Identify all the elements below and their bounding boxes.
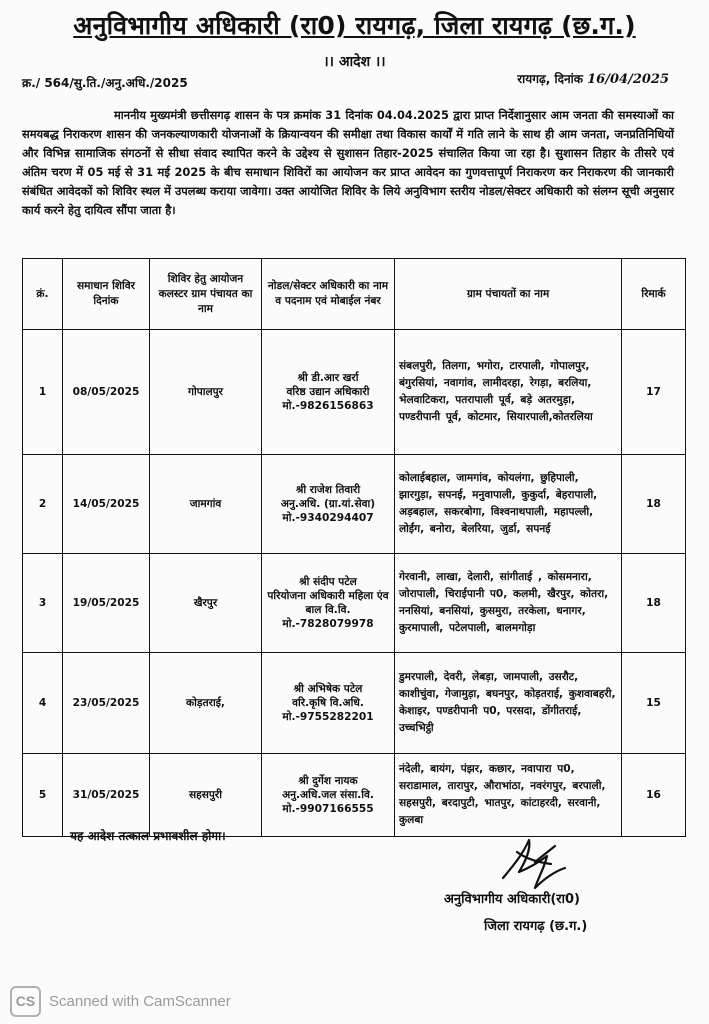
camp-schedule-table	[22, 258, 686, 837]
table-header-row	[23, 259, 686, 330]
table-row	[23, 754, 686, 837]
officer-name: श्री डी.आर खर्रा	[297, 372, 359, 384]
cell-panchayats: संबलपुरी, तिलगा, भगोरा, टारपाली, गोपालपुर, बंगुरसियां, नवागांव, लामीदरहा, रेगड़ा, बरलिया, भेलवाटिकरा, पतरापाली पूर्व, बड़े अतरमुड़ा, पण्डरीपानी पूर्व, कोटमार, सियारपाली,कोतरलिया	[395, 330, 622, 455]
camscanner-logo-icon: CS	[10, 986, 41, 1017]
camscanner-watermark	[10, 986, 231, 1017]
cell-serial: 3	[23, 554, 63, 653]
cell-date: 23/05/2025	[63, 653, 150, 754]
officer-mobile: मो.-9340294407	[282, 512, 374, 524]
officer-post: परियोजना अधिकारी महिला एंव बाल वि.वि.	[267, 590, 389, 616]
header-serial: क्रं.	[23, 259, 63, 330]
cell-remark: 18	[622, 554, 686, 653]
header-remark: रिमार्क	[622, 259, 686, 330]
cell-cluster: कोड़तराई,	[150, 653, 262, 754]
cell-serial: 4	[23, 653, 63, 754]
date-prefix: रायगढ़, दिनांक	[517, 72, 583, 86]
officer-post: वरि.कृषि वि.अधि.	[292, 697, 364, 709]
cell-cluster: खैरपुर	[150, 554, 262, 653]
cell-officer	[262, 754, 395, 837]
table-row	[23, 330, 686, 455]
table-row	[23, 653, 686, 754]
table-row	[23, 455, 686, 554]
header-officer: नोडल/सेक्टर अधिकारी का नाम व पदनाम एवं मोबाईल नंबर	[262, 259, 395, 330]
cell-date: 14/05/2025	[63, 455, 150, 554]
header-cluster: शिविर हेतु आयोजन कलस्टर ग्राम पंचायत का नाम	[150, 259, 262, 330]
officer-name: श्री राजेश तिवारी	[295, 484, 361, 496]
table-row	[23, 554, 686, 653]
officer-mobile: मो.-9907166555	[282, 803, 374, 815]
cell-serial: 2	[23, 455, 63, 554]
cell-officer	[262, 455, 395, 554]
cell-cluster: सहसपुरी	[150, 754, 262, 837]
cell-officer	[262, 653, 395, 754]
officer-post: अनु.अधि. (ग्रा.यां.सेवा)	[280, 498, 376, 510]
office-title: अनुविभागीय अधिकारी (रा0) रायगढ़, जिला रायगढ़ (छ.ग.)	[73, 11, 636, 40]
cell-cluster: गोपालपुर	[150, 330, 262, 455]
cell-date: 08/05/2025	[63, 330, 150, 455]
header-camp-date: समाधान शिविर दिनांक	[63, 259, 150, 330]
cell-remark: 17	[622, 330, 686, 455]
cell-officer	[262, 554, 395, 653]
camscanner-text: Scanned with CamScanner	[49, 993, 231, 1010]
cell-panchayats: नंदेली, बायंग, पंझर, कछार, नवापारा प0, सराडामाल, तारापुर, औराभांठा, नवरंगपुर, बरपाली, सहसपुरी, बरदापुटी, भातपुर, कांटाहरदी, सरवानी, कुलबा	[395, 754, 622, 837]
cell-serial: 5	[23, 754, 63, 837]
cell-remark: 16	[622, 754, 686, 837]
reference-number: क्र./ 564/सु.ति./अनु.अधि./2025	[22, 76, 188, 90]
cell-panchayats: डुमरपाली, देवरी, लेबड़ा, जामपाली, उसरौट, काशीचुंवा, गेजामुड़ा, बघनपुर, कोड़तराई, कुशवाबहरी, केशाइर, पण्डरीपानी प0, परसदा, डोंगीतराई, उच्चभिट्ठी	[395, 653, 622, 754]
date-value: 16/04/2025	[587, 72, 669, 87]
cell-panchayats: कोलाईबहाल, जामगांव, कोयलंगा, छुहिपाली, झारगुड़ा, सपनई, मनुवापाली, कुकुर्दा, बेहरापाली, अड़बहाल, सकरबोगा, विश्वनाथपाली, महापल्ली, लोईंग, बनोरा, बेलरिया, जुर्डा, सपनई	[395, 455, 622, 554]
signatory-title: अनुविभागीय अधिकारी(रा0)	[444, 892, 580, 907]
cell-panchayats: गेरवानी, लाखा, देलारी, सांगीताई , कोसमनारा, जोरापाली, चिराईपानी प0, कलमी, खैरपुर, कोतरा, ननसियां, बनसियां, कुसमुरा, तरकेला, धनागर, कुरमापाली, पटेलपाली, बालमगोड़ा	[395, 554, 622, 653]
effective-note: यह आदेश तत्काल प्रभावशील होगा।	[70, 829, 226, 843]
cell-remark: 18	[622, 455, 686, 554]
cell-remark: 15	[622, 653, 686, 754]
signatory-district: जिला रायगढ़ (छ.ग.)	[484, 919, 588, 934]
order-date	[517, 70, 669, 87]
cell-date: 31/05/2025	[63, 754, 150, 837]
officer-mobile: मो.-7828079978	[282, 618, 374, 630]
officer-post: अनु.अधि.जल संसा.वि.	[282, 789, 374, 801]
officer-name: श्री संदीप पटेल	[299, 576, 357, 588]
officer-post: वरिष्ठ उद्यान अधिकारी	[286, 386, 370, 398]
officer-name: श्री अभिषेक पटेल	[293, 683, 363, 695]
header-panchayats: ग्राम पंचायतों का नाम	[395, 259, 622, 330]
order-heading: ।। आदेश ।।	[323, 54, 386, 70]
officer-name: श्री दुर्गेश नायक	[298, 775, 358, 787]
signature-mark	[495, 832, 585, 894]
cell-officer	[262, 330, 395, 455]
officer-mobile: मो.-9755282201	[282, 711, 374, 723]
cell-cluster: जामगांव	[150, 455, 262, 554]
cell-date: 19/05/2025	[63, 554, 150, 653]
officer-mobile: मो.-9826156863	[282, 400, 374, 412]
order-body-paragraph: माननीय मुख्यमंत्री छत्तीसगढ़ शासन के पत्र क्रमांक 31 दिनांक 04.04.2025 द्वारा प्राप्त निर्देशानुसार आम जनता की समस्याओं का समयबद्ध निराकरण शासन की जनकल्याणकारी योजनाओं के क्रियान्वयन की समीक्षा तथा विकास कार्यों में गति लाने के साथ ही आम जनता, जनप्रतिनिधियों और विभिन्न सामाजिक संगठनों से सीधा संवाद स्थापित करने के उद्देश्य से सुशासन तिहार-2025 संचालित किया जा रहा है। सुशासन तिहार के तीसरे एवं अंतिम चरण में 05 मई से 31 मई 2025 के बीच समाधान शिविरों का आयोजन कर प्राप्त आवेदन का गुणवत्तापूर्ण निराकरण कर निराकरण की जानकारी संबंधित आवेदकों को शिविर स्थल में उपलब्ध कराया जावेगा। उक्त आयोजित शिविर के लिये अनुविभाग स्तरीय नोडल/सेक्टर अधिकारी को संलग्न सूची अनुसार कार्य करने हेतु दायित्व सौंपा जाता है।	[22, 108, 674, 217]
cell-serial: 1	[23, 330, 63, 455]
